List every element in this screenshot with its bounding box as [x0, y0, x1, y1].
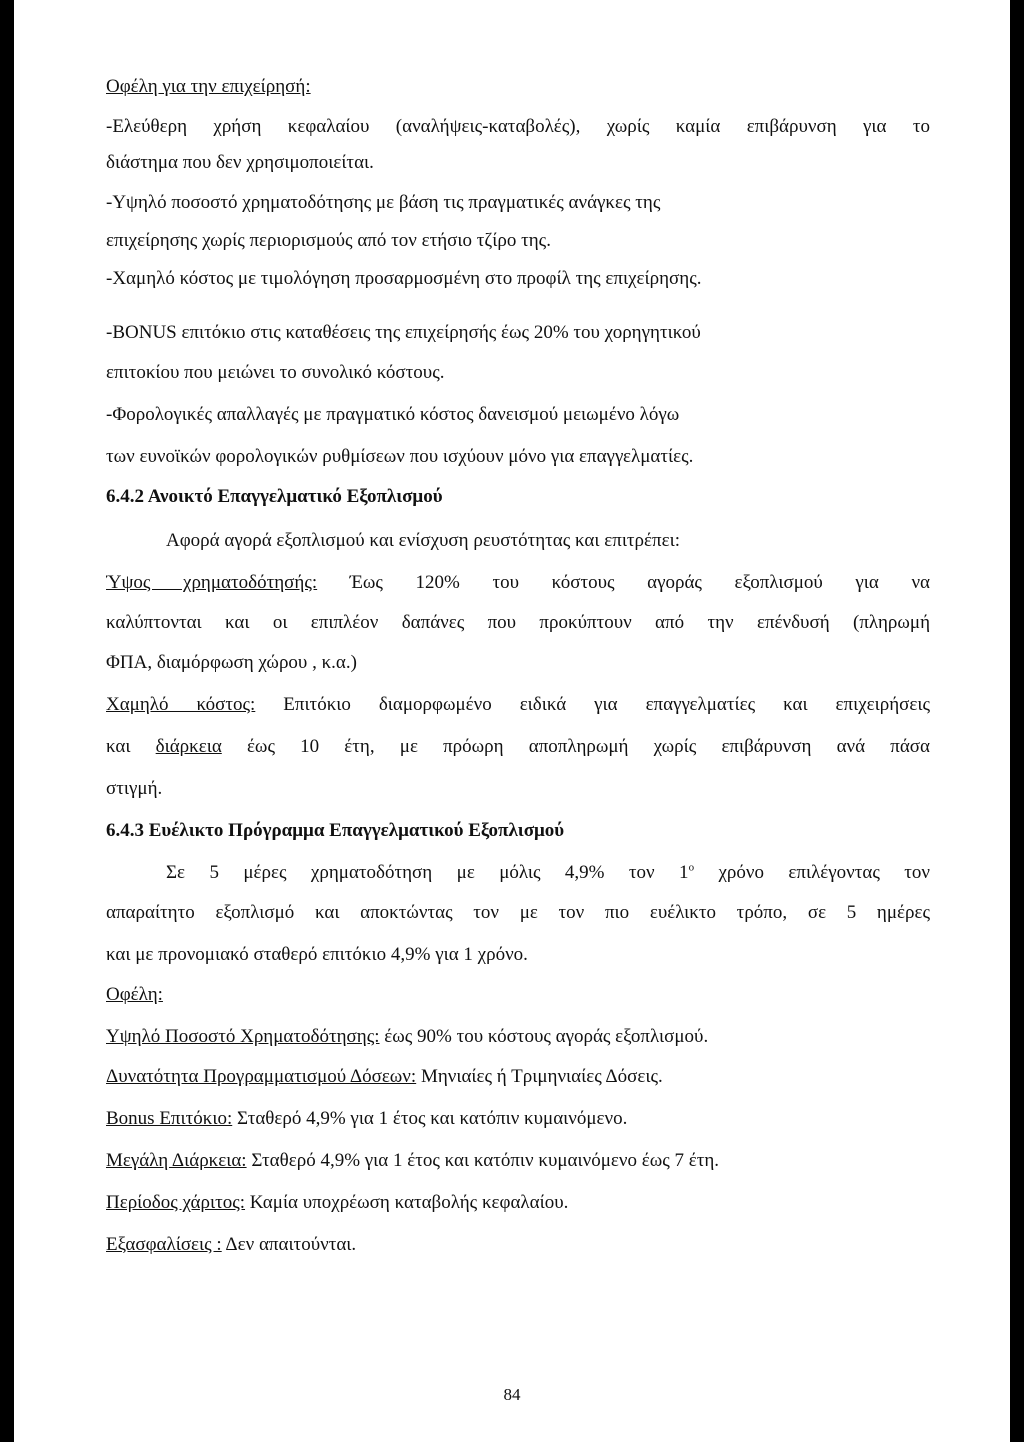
section-6-4-3-text-a: Σε 5 μέρες χρηματοδότηση με μόλις 4,9% τον 1: [166, 862, 689, 883]
benefit-item-financing-text: έως 90% του κόστους αγοράς εξοπλισμού.: [384, 1026, 709, 1047]
section-6-4-3-line-2: απαραίτητο εξοπλισμό και αποκτώντας τον με τον πιο ευέλικτο τρόπο, σε 5 ημέρες: [106, 902, 930, 923]
benefit-item-grace-period: [106, 1190, 930, 1216]
benefit-item-financing: [106, 1024, 930, 1050]
benefit-item-installments: [106, 1064, 930, 1090]
low-cost-text: Επιτόκιο διαμορφωμένο ειδικά για επαγγελματίες και επιχειρήσεις: [283, 694, 930, 715]
section-heading-6-4-2: 6.4.2 Ανοικτό Επαγγελματικό Εξοπλισμού: [106, 486, 443, 507]
section-6-4-3-text-b: χρόνο επιλέγοντας τον: [718, 862, 930, 883]
low-cost-line-3: στιγμή.: [106, 778, 163, 799]
low-cost-and: και: [106, 736, 131, 757]
section-heading-6-4-3: 6.4.3 Ευέλικτο Πρόγραμμα Επαγγελματικού Εξοπλισμού: [106, 820, 565, 841]
benefits-subheading: Οφέλη:: [106, 984, 163, 1005]
financing-height-label: Ύψος χρηματοδότησής:: [106, 572, 318, 593]
benefit-item-duration-text: Σταθερό 4,9% για 1 έτος και κατόπιν κυμαινόμενο έως 7 έτη.: [251, 1150, 720, 1171]
low-cost-line-1: [106, 692, 930, 718]
benefit-capital-line-2: διάστημα που δεν χρησιμοποιείται.: [106, 152, 374, 173]
benefit-item-duration-label: Μεγάλη Διάρκεια:: [106, 1150, 247, 1171]
low-cost-label: Χαμηλό κόστος:: [106, 694, 256, 715]
benefit-item-grace-period-text: Καμία υποχρέωση καταβολής κεφαλαίου.: [249, 1192, 569, 1213]
superscript-o: ο: [688, 861, 695, 874]
benefit-item-duration: [106, 1148, 930, 1174]
benefit-lowcost-line: -Χαμηλό κόστος με τιμολόγηση προσαρμοσμένη στο προφίλ της επιχείρησης.: [106, 268, 702, 289]
benefit-item-bonus-rate-label: Bonus Επιτόκιο:: [106, 1108, 233, 1129]
benefit-item-bonus-rate: [106, 1106, 930, 1132]
financing-height-line-2: καλύπτονται και οι επιπλέον δαπάνες που προκύπτουν από την επένδυσή (πληρωμή: [106, 612, 930, 633]
section-6-4-3-line-3: και με προνομιακό σταθερό επιτόκιο 4,9% για 1 χρόνο.: [106, 944, 528, 965]
benefit-financing-line-2: επιχείρησης χωρίς περιορισμούς από τον ετήσιο τζίρο της.: [106, 230, 551, 251]
benefit-item-collateral-label: Εξασφαλίσεις :: [106, 1234, 222, 1255]
section-6-4-3-line-1: [166, 860, 930, 886]
benefit-item-installments-text: Μηνιαίες ή Τριμηνιαίες Δόσεις.: [420, 1066, 663, 1087]
financing-height-line-3: ΦΠΑ, διαμόρφωση χώρου , κ.α.): [106, 652, 357, 673]
benefit-item-collateral: [106, 1232, 930, 1258]
financing-height-text: Έως 120% του κόστους αγοράς εξοπλισμού για να: [349, 572, 930, 593]
document-sheet: [14, 0, 1010, 1442]
benefits-heading: Οφέλη για την επιχείρησή:: [106, 76, 311, 97]
benefit-item-installments-label: Δυνατότητα Προγραμματισμού Δόσεων:: [106, 1066, 417, 1087]
benefit-item-bonus-rate-text: Σταθερό 4,9% για 1 έτος και κατόπιν κυμαινόμενο.: [236, 1108, 628, 1129]
benefit-bonus-line-1: -BONUS επιτόκιο στις καταθέσεις της επιχείρησής έως 20% του χορηγητικού: [106, 322, 701, 343]
page-number: 84: [503, 1385, 521, 1404]
benefit-financing-line-1: -Υψηλό ποσοστό χρηματοδότησης με βάση τις πραγματικές ανάγκες της: [106, 192, 661, 213]
benefit-item-grace-period-label: Περίοδος χάριτος:: [106, 1192, 246, 1213]
benefit-tax-line-1: -Φορολογικές απαλλαγές με πραγματικό κόστος δανεισμού μειωμένο λόγω: [106, 404, 680, 425]
benefit-bonus-line-2: επιτοκίου που μειώνει το συνολικό κόστους.: [106, 362, 445, 383]
financing-height-line-1: [106, 570, 930, 596]
benefit-capital-line-1: -Ελεύθερη χρήση κεφαλαίου (αναλήψεις-καταβολές), χωρίς καμία επιβάρυνση για το: [106, 116, 930, 137]
benefit-tax-line-2: των ευνοϊκών φορολογικών ρυθμίσεων που ισχύουν μόνο για επαγγελματίες.: [106, 446, 694, 467]
duration-word: διάρκεια: [155, 736, 222, 757]
low-cost-duration-text: έως 10 έτη, με πρόωρη αποπληρωμή χωρίς επιβάρυνση ανά πάσα: [246, 736, 930, 757]
benefit-item-collateral-text: Δεν απαιτούνται.: [225, 1234, 357, 1255]
benefit-item-financing-label: Υψηλό Ποσοστό Χρηματοδότησης:: [106, 1026, 380, 1047]
low-cost-line-2: [106, 734, 930, 760]
section-6-4-2-intro: Αφορά αγορά εξοπλισμού και ενίσχυση ρευστότητας και επιτρέπει:: [166, 530, 680, 551]
